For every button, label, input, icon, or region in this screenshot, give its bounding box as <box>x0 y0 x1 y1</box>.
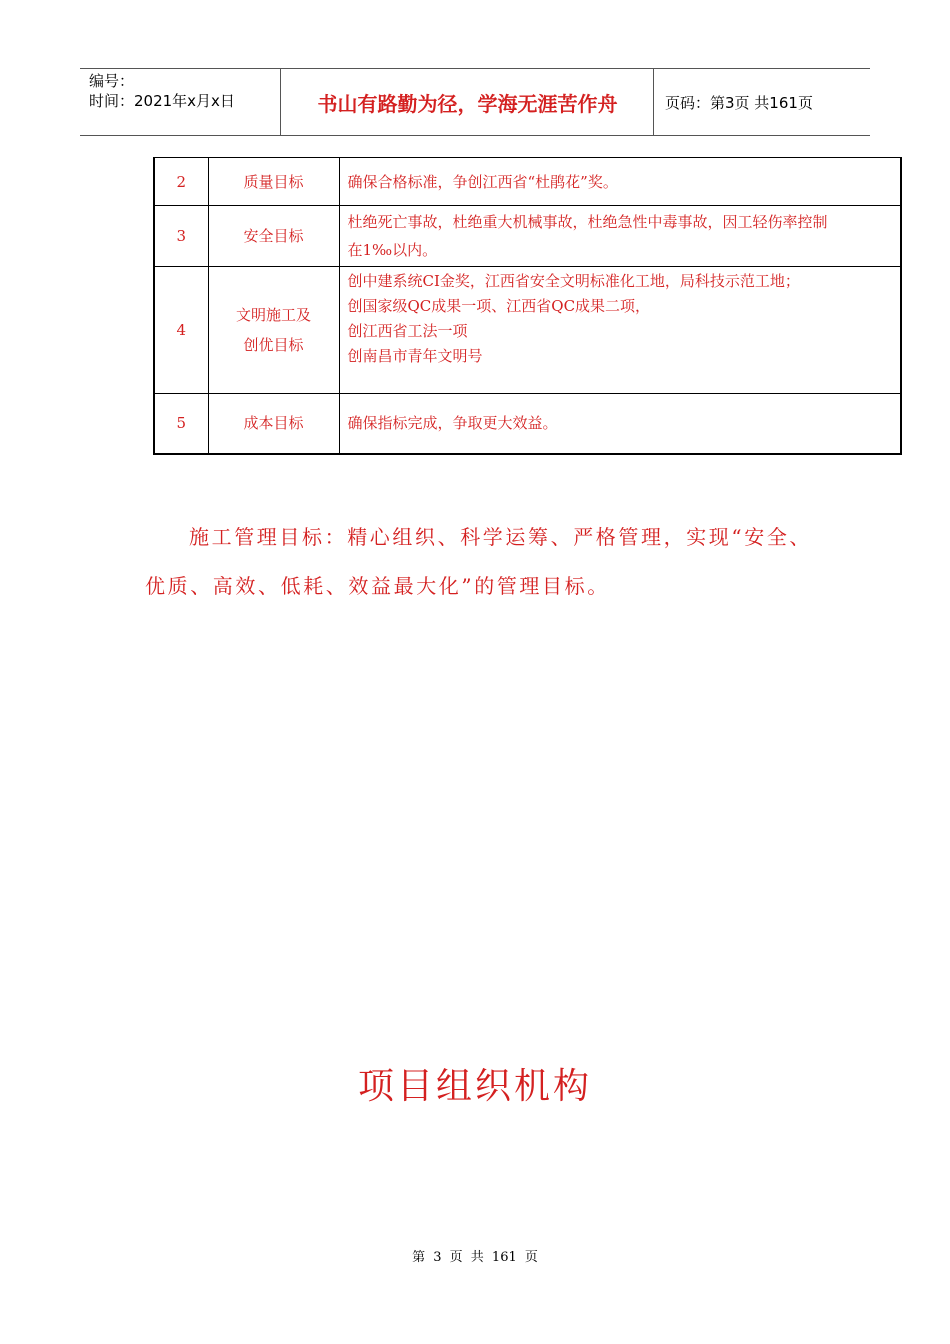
management-goal-paragraph <box>145 513 835 611</box>
row-description <box>339 394 901 454</box>
category-line: 文明施工及 <box>235 306 311 324</box>
table-row <box>154 206 901 267</box>
category-line: 创优目标 <box>243 336 304 354</box>
description-line: 杜绝死亡事故，杜绝重大机械事故，杜绝急性中毒事故，因工轻伤率控制 <box>347 213 828 231</box>
description-line: 创国家级QC成果一项、江西省QC成果二项， <box>347 297 651 315</box>
row-category: 安全目标 <box>208 206 339 267</box>
document-date: 时间：2021年x月x日 <box>89 92 235 110</box>
description-line: 在1‰以内。 <box>347 241 438 259</box>
row-category: 质量目标 <box>208 158 339 206</box>
table-row <box>154 394 901 454</box>
header-motto: 书山有路勤为径，学海无涯苦作舟 <box>282 69 654 135</box>
section-heading: 项目组织机构 <box>357 1066 592 1107</box>
description-line: 确保合格标准，争创江西省“杜鹃花”奖。 <box>347 172 618 191</box>
header-meta <box>80 69 281 135</box>
page-header <box>80 68 870 136</box>
paragraph-line: 优质、高效、低耗、效益最大化”的管理目标。 <box>145 574 610 598</box>
row-description <box>339 206 901 267</box>
document-number-label: 编号： <box>89 72 135 90</box>
row-number: 3 <box>154 206 208 267</box>
row-description <box>339 158 901 206</box>
row-category: 成本目标 <box>208 394 339 454</box>
description-line: 创南昌市青年文明号 <box>347 347 483 365</box>
description-line: 确保指标完成，争取更大效益。 <box>347 414 558 433</box>
table-row <box>154 158 901 206</box>
description-line: 创江西省工法一项 <box>347 322 468 340</box>
row-number: 4 <box>154 267 208 394</box>
paragraph-line: 施工管理目标：精心组织、科学运筹、严格管理，实现“安全、 <box>189 525 813 549</box>
row-number: 2 <box>154 158 208 206</box>
header-page-info: 页码：第3页 共161页 <box>665 93 813 112</box>
description-line: 创中建系统CI金奖，江西省安全文明标准化工地，局科技示范工地； <box>347 272 800 290</box>
goals-table <box>153 157 902 455</box>
row-category <box>208 267 339 394</box>
row-description <box>339 267 901 394</box>
page-footer: 第 3 页 共 161 页 <box>412 1250 538 1265</box>
table-row <box>154 267 901 394</box>
row-number: 5 <box>154 394 208 454</box>
